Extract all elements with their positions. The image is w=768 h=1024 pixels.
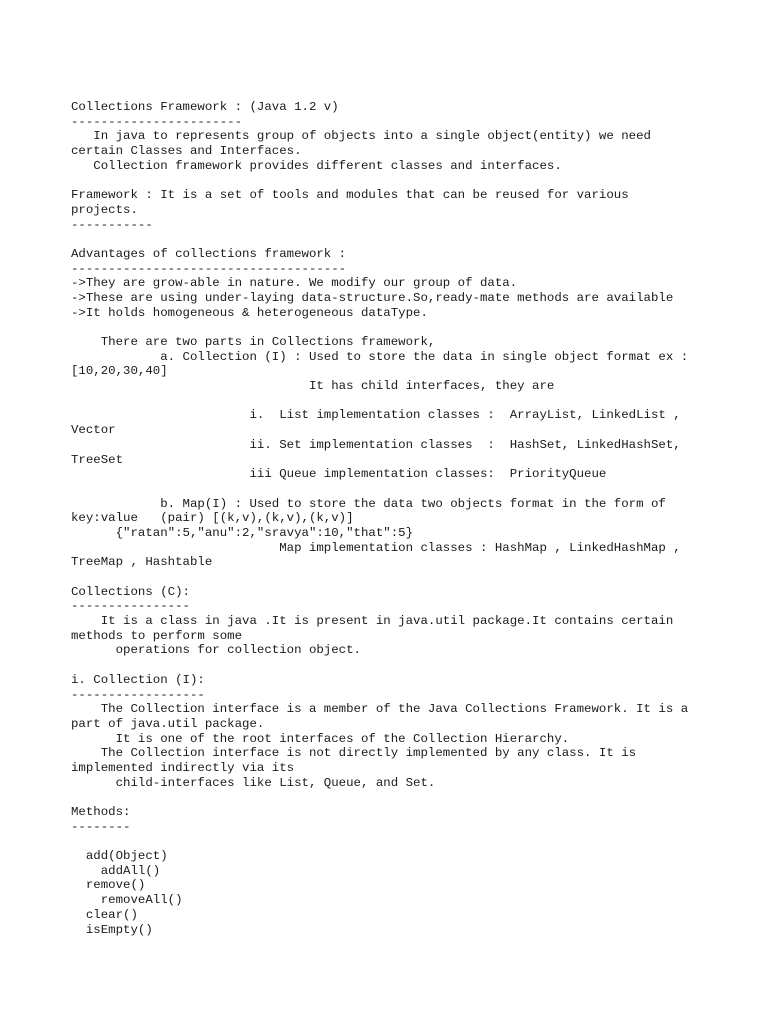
- text-line: [71, 173, 711, 188]
- text-line: implemented indirectly via its: [71, 760, 295, 775]
- text-line: [71, 658, 711, 673]
- text-line: It has child interfaces, they are: [71, 379, 555, 394]
- text-line: ----------------: [71, 599, 190, 614]
- text-line: key:value (pair) [(k,v),(k,v),(k,v)]: [71, 511, 354, 526]
- text-line: i. Collection (I):: [71, 672, 205, 687]
- text-line: b. Map(I) : Used to store the data two objects format in the form of: [71, 496, 666, 511]
- text-line: remove(): [71, 878, 146, 893]
- text-line: Framework : It is a set of tools and modules that can be reused for various: [71, 188, 629, 203]
- text-line: There are two parts in Collections framework,: [71, 335, 436, 349]
- text-line: [71, 482, 711, 497]
- text-line: The Collection interface is not directly implemented by any class. It is: [71, 746, 637, 761]
- text-line: a. Collection (I) : Used to store the data in single object format ex :: [71, 349, 689, 364]
- text-line: [71, 232, 711, 247]
- text-line: [71, 320, 711, 335]
- text-line: Advantages of collections framework :: [71, 246, 347, 261]
- text-line: addAll(): [71, 863, 161, 878]
- text-line: ->They are grow-able in nature. We modify our group of data.: [71, 276, 518, 291]
- text-line: ii. Set implementation classes : HashSet, LinkedHashSet,: [71, 437, 681, 452]
- text-line: Collection framework provides different classes and interfaces.: [71, 158, 562, 173]
- text-line: In java to represents group of objects into a single object(entity) we need: [71, 129, 651, 144]
- text-line: ->It holds homogeneous & heterogeneous dataType.: [71, 305, 428, 320]
- text-line: -----------------------: [71, 114, 243, 129]
- text-line: projects.: [71, 202, 138, 217]
- text-line: -------------------------------------: [71, 261, 347, 276]
- text-line: removeAll(): [71, 893, 183, 908]
- text-line: clear(): [71, 907, 138, 922]
- text-line: methods to perform some: [71, 628, 243, 643]
- text-line: TreeMap , Hashtable: [71, 555, 213, 570]
- text-line: Collections (C):: [71, 584, 190, 599]
- text-line: The Collection interface is a member of the Java Collections Framework. It is a: [71, 702, 689, 717]
- text-line: It is one of the root interfaces of the Collection Hierarchy.: [71, 731, 570, 746]
- text-line: i. List implementation classes : ArrayList, LinkedList ,: [71, 408, 681, 423]
- text-line: ->These are using under-laying data-structure.So,ready-mate methods are available: [71, 290, 674, 305]
- document-body: [71, 100, 711, 937]
- text-line: TreeSet: [71, 452, 124, 467]
- text-line: Vector: [71, 423, 116, 438]
- text-line: [10,20,30,40]: [71, 364, 168, 379]
- text-line: -----------: [71, 217, 153, 232]
- text-line: {"ratan":5,"anu":2,"sravya":10,"that":5}: [71, 525, 414, 540]
- text-line: add(Object): [71, 849, 168, 864]
- text-line: [71, 790, 711, 805]
- text-line: part of java.util package.: [71, 716, 265, 731]
- text-line: Map implementation classes : HashMap , LinkedHashMap ,: [71, 540, 681, 555]
- text-line: isEmpty(): [71, 922, 153, 937]
- text-line: [71, 570, 711, 585]
- text-line: operations for collection object.: [71, 643, 361, 658]
- text-line: Methods:: [71, 805, 131, 819]
- text-line: [71, 834, 711, 849]
- text-line: --------: [71, 819, 131, 834]
- text-line: ------------------: [71, 687, 205, 702]
- text-line: child-interfaces like List, Queue, and Set.: [71, 775, 436, 790]
- text-line: Collections Framework : (Java 1.2 v): [71, 100, 339, 114]
- text-line: [71, 394, 711, 409]
- text-line: It is a class in java .It is present in java.util package.It contains certain: [71, 614, 674, 629]
- text-line: iii Queue implementation classes: PriorityQueue: [71, 467, 607, 482]
- text-line: certain Classes and Interfaces.: [71, 144, 302, 159]
